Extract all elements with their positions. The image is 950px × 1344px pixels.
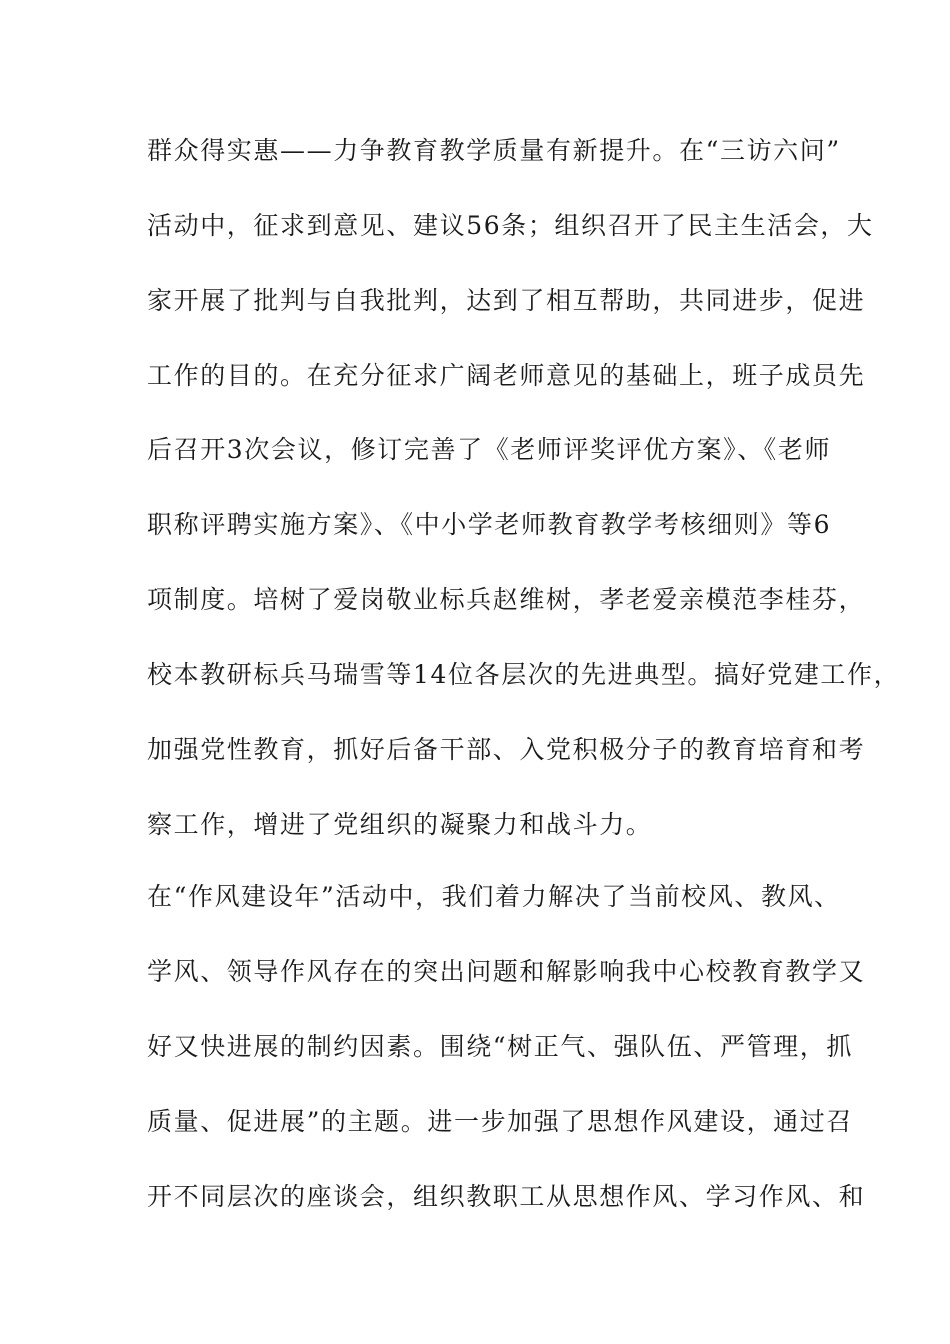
text-line-6: 职称评聘实施方案》、《中小学老师教育教学考核细则》等6	[147, 510, 832, 539]
text-line-11: 在“作风建设年”活动中，我们着力解决了当前校风、教风、	[147, 882, 841, 911]
text-line-5: 后召开3次会议，修订完善了《老师评奖评优方案》、《老师	[147, 435, 832, 464]
text-line-12: 学风、领导作风存在的突出问题和解影响我中心校教育教学又	[147, 957, 866, 986]
text-line-14: 质量、促进展”的主题。进一步加强了思想作风建设，通过召	[147, 1107, 853, 1136]
text-line-13: 好又快进展的制约因素。围绕“树正气、强队伍、严管理，抓	[147, 1032, 853, 1061]
text-line-10: 察工作，增进了党组织的凝聚力和战斗力。	[147, 810, 653, 839]
text-line-1: 群众得实惠——力争教育教学质量有新提升。在“三访六问”	[147, 136, 841, 165]
text-line-9: 加强党性教育，抓好后备干部、入党积极分子的教育培育和考	[147, 735, 866, 764]
text-line-7: 项制度。培树了爱岗敬业标兵赵维树，孝老爱亲模范李桂芬，	[147, 585, 866, 614]
text-line-15: 开不同层次的座谈会，组织教职工从思想作风、学习作风、和	[147, 1182, 866, 1211]
text-line-3: 家开展了批判与自我批判，达到了相互帮助，共同进步，促进	[147, 286, 866, 315]
text-line-4: 工作的目的。在充分征求广阔老师意见的基础上，班子成员先	[147, 361, 866, 390]
text-line-2: 活动中，征求到意见、建议56条；组织召开了民主生活会，大	[147, 211, 874, 240]
text-line-8: 校本教研标兵马瑞雪等14位各层次的先进典型。搞好党建工作，	[147, 660, 901, 689]
